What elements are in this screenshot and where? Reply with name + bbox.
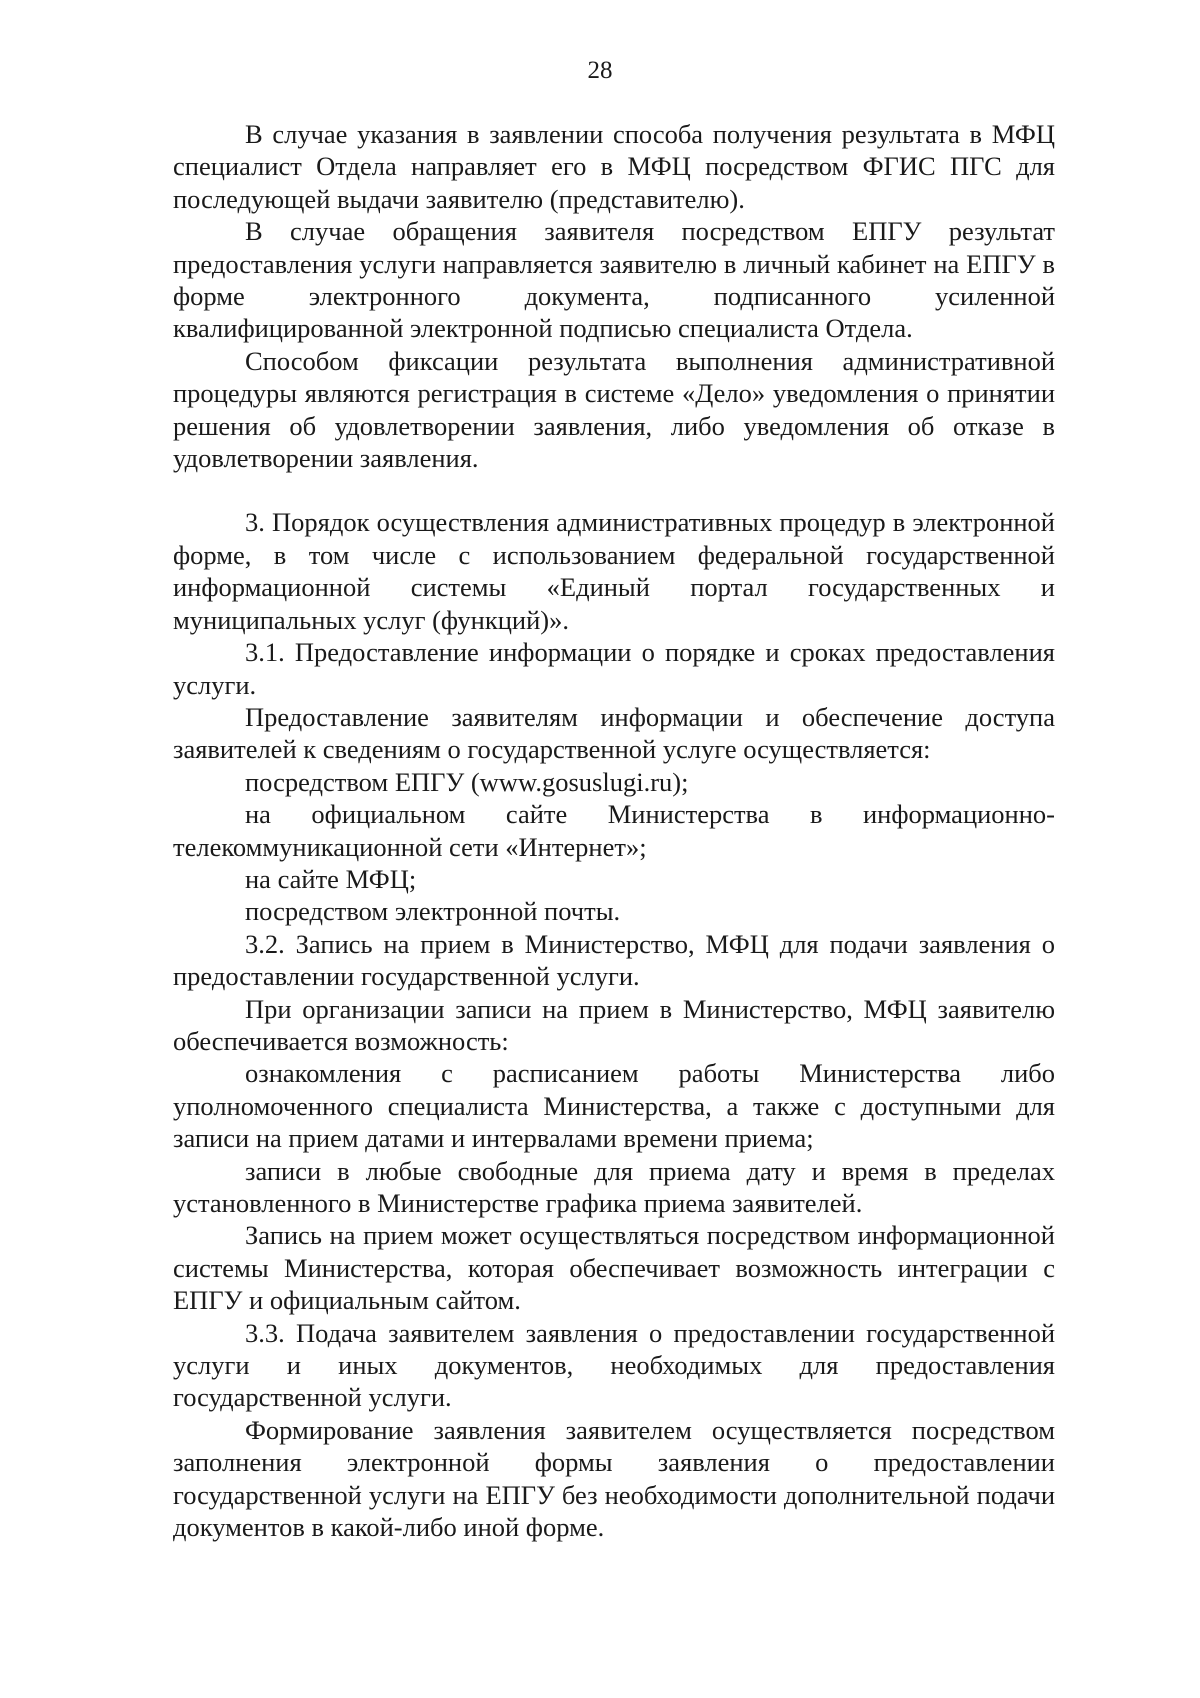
paragraph-appointment-system: Запись на прием может осуществляться посредством информационной системы Министерства, которая обеспечивает возможность интеграции с ЕПГУ и официальным сайтом. bbox=[173, 1220, 1055, 1316]
paragraph-fixation-method: Способом фиксации результата выполнения административной процедуры являются регистрация в системе «Дело» уведомления о принятии решения об удовлетворении заявления, либо уведомления об отказе в удовлетворении заявления. bbox=[173, 345, 1055, 474]
section-spacer bbox=[173, 474, 1055, 506]
section-heading-3: 3. Порядок осуществления административных процедур в электронной форме, в том числе с использованием федеральной государственной информационной системы «Единый портал государственных и муниципальных услуг (функций)». bbox=[173, 507, 1055, 635]
paragraph-info-access: Предоставление заявителям информации и обеспечение доступа заявителей к сведениям о государственной услуге осуществляется: bbox=[173, 701, 1055, 765]
list-item-mfc-site: на сайте МФЦ; bbox=[245, 863, 417, 894]
subsection-heading-3-2: 3.2. Запись на прием в Министерство, МФЦ для подачи заявления о предоставлении государственной услуги. bbox=[173, 928, 1055, 992]
subsection-heading-3-3: 3.3. Подача заявителем заявления о предоставлении государственной услуги и иных документов, необходимых для предоставления государственной услуги. bbox=[173, 1317, 1055, 1413]
paragraph-mfc-result: В случае указания в заявлении способа получения результата в МФЦ специалист Отдела направляет его в МФЦ посредством ФГИС ПГС для последующей выдачи заявителю (представителю). bbox=[173, 119, 1055, 214]
document-body bbox=[173, 118, 1055, 1543]
list-item-ministry-site: на официальном сайте Министерства в информационно-телекоммуникационной сети «Интернет»; bbox=[173, 799, 1055, 862]
list-item-epgu: посредством ЕПГУ (www.gosuslugi.ru); bbox=[245, 766, 689, 797]
page-number: 28 bbox=[587, 57, 613, 84]
paragraph-application-form: Формирование заявления заявителем осуществляется посредством заполнения электронной формы заявления о предоставлении государственной услуги на ЕПГУ без необходимости дополнительной подачи документов в какой-либо иной форме. bbox=[173, 1414, 1055, 1543]
paragraph-appointment-options: При организации записи на прием в Министерство, МФЦ заявителю обеспечивается возможность: bbox=[173, 993, 1055, 1056]
list-item-schedule: ознакомления с расписанием работы Министерства либо уполномоченного специалиста Министерства, а также с доступными для записи на прием датами и интервалами времени приема; bbox=[173, 1058, 1055, 1154]
paragraph-epgu-result: В случае обращения заявителя посредством ЕПГУ результат предоставления услуги направляется заявителю в личный кабинет на ЕПГУ в форме электронного документа, подписанного усиленной квалифицированной электронной подписью специалиста Отдела. bbox=[173, 216, 1055, 344]
list-item-email: посредством электронной почты. bbox=[245, 896, 621, 927]
list-item-free-slots: записи в любые свободные для приема дату и время в пределах установленного в Министерстве графика приема заявителей. bbox=[173, 1155, 1055, 1218]
subsection-heading-3-1: 3.1. Предоставление информации о порядке и сроках предоставления услуги. bbox=[173, 637, 1055, 700]
